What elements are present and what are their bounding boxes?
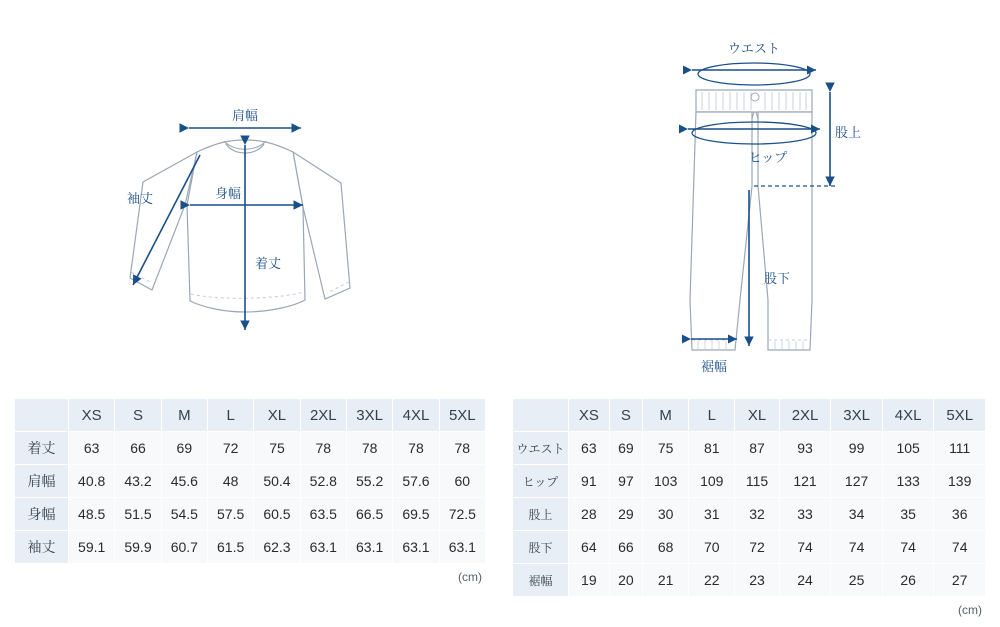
chest-width-label: 身幅 [214, 186, 242, 201]
cell: 66 [115, 432, 161, 465]
cell: 29 [609, 498, 642, 531]
cell: 64 [569, 531, 610, 564]
cell: 24 [779, 564, 831, 597]
cell: 59.9 [115, 531, 161, 564]
cell: 28 [569, 498, 610, 531]
cell: 78 [439, 432, 485, 465]
waist-label: ウエスト [727, 41, 781, 56]
cell: 69 [161, 432, 207, 465]
cell: 74 [882, 531, 934, 564]
cell: 34 [831, 498, 883, 531]
cell: 66 [609, 531, 642, 564]
cell: 63.1 [346, 531, 392, 564]
col-header-4xl: 4XL [393, 399, 439, 432]
left-table-unit: (cm) [458, 570, 482, 584]
col-header-3xl: 3XL [346, 399, 392, 432]
cell: 139 [934, 465, 986, 498]
col-header-l: L [689, 399, 735, 432]
cell: 31 [689, 498, 735, 531]
cell: 127 [831, 465, 883, 498]
cell: 74 [831, 531, 883, 564]
cell: 63.1 [300, 531, 346, 564]
cell: 111 [934, 432, 986, 465]
table-row [15, 498, 486, 531]
table-row [513, 498, 986, 531]
col-header-corner [15, 399, 69, 432]
cell: 66.5 [346, 498, 392, 531]
cell: 25 [831, 564, 883, 597]
col-header-2xl: 2XL [300, 399, 346, 432]
col-header-2xl: 2XL [779, 399, 831, 432]
col-header-xl: XL [735, 399, 779, 432]
cell: 78 [393, 432, 439, 465]
top-garment-diagram [0, 0, 500, 395]
row-header-hem: 裾幅 [513, 564, 569, 597]
cell: 62.3 [254, 531, 300, 564]
cell: 74 [779, 531, 831, 564]
col-header-m: M [161, 399, 207, 432]
cell: 36 [934, 498, 986, 531]
cell: 72 [207, 432, 253, 465]
cell: 68 [643, 531, 689, 564]
cell: 20 [609, 564, 642, 597]
row-header-waist: ウエスト [513, 432, 569, 465]
cell: 33 [779, 498, 831, 531]
cell: 55.2 [346, 465, 392, 498]
cell: 75 [643, 432, 689, 465]
row-header-rise: 股上 [513, 498, 569, 531]
cell: 63 [569, 432, 610, 465]
bottom-garment-diagram [500, 0, 1000, 395]
col-header-s: S [115, 399, 161, 432]
cell: 97 [609, 465, 642, 498]
row-header-inseam: 股下 [513, 531, 569, 564]
cell: 69.5 [393, 498, 439, 531]
cell: 121 [779, 465, 831, 498]
col-header-3xl: 3XL [831, 399, 883, 432]
cell: 27 [934, 564, 986, 597]
cell: 59.1 [69, 531, 115, 564]
cell: 93 [779, 432, 831, 465]
cell: 60.5 [254, 498, 300, 531]
col-header-5xl: 5XL [439, 399, 485, 432]
cell: 115 [735, 465, 779, 498]
col-header-s: S [609, 399, 642, 432]
bottom-size-table-wrapper [512, 398, 986, 617]
cell: 61.5 [207, 531, 253, 564]
cell: 70 [689, 531, 735, 564]
cell: 52.8 [300, 465, 346, 498]
cell: 35 [882, 498, 934, 531]
cell: 40.8 [69, 465, 115, 498]
table-row [15, 465, 486, 498]
cell: 21 [643, 564, 689, 597]
cell: 60.7 [161, 531, 207, 564]
rise-label: 股上 [834, 125, 862, 140]
row-header-shoulder: 肩幅 [15, 465, 69, 498]
hip-label: ヒップ [748, 150, 788, 165]
col-header-l: L [207, 399, 253, 432]
cell: 87 [735, 432, 779, 465]
cell: 75 [254, 432, 300, 465]
cell: 78 [300, 432, 346, 465]
top-size-table-wrapper [14, 398, 486, 584]
cell: 48.5 [69, 498, 115, 531]
cell: 91 [569, 465, 610, 498]
shoulder-width-label: 肩幅 [231, 108, 259, 123]
table-row [513, 564, 986, 597]
hem-width-label: 裾幅 [700, 359, 728, 374]
row-header-length: 着丈 [15, 432, 69, 465]
right-table-unit: (cm) [958, 603, 982, 617]
table-header-row [15, 399, 486, 432]
top-size-table [14, 398, 486, 564]
cell: 19 [569, 564, 610, 597]
cell: 48 [207, 465, 253, 498]
cell: 50.4 [254, 465, 300, 498]
table-row [513, 432, 986, 465]
cell: 81 [689, 432, 735, 465]
cell: 51.5 [115, 498, 161, 531]
cell: 105 [882, 432, 934, 465]
waist-ellipse [698, 63, 810, 85]
cell: 133 [882, 465, 934, 498]
cell: 57.6 [393, 465, 439, 498]
cell: 23 [735, 564, 779, 597]
col-header-corner [513, 399, 569, 432]
table-header-row [513, 399, 986, 432]
col-header-xs: XS [569, 399, 610, 432]
col-header-4xl: 4XL [882, 399, 934, 432]
cell: 22 [689, 564, 735, 597]
cell: 103 [643, 465, 689, 498]
table-row [513, 531, 986, 564]
cell: 63 [69, 432, 115, 465]
cell: 63.1 [393, 531, 439, 564]
cell: 60 [439, 465, 485, 498]
row-header-chest: 身幅 [15, 498, 69, 531]
cell: 74 [934, 531, 986, 564]
sleeve-length-label: 袖丈 [126, 191, 154, 206]
cell: 57.5 [207, 498, 253, 531]
cell: 30 [643, 498, 689, 531]
cell: 63.5 [300, 498, 346, 531]
row-header-sleeve: 袖丈 [15, 531, 69, 564]
col-header-xs: XS [69, 399, 115, 432]
body-length-label: 着丈 [254, 256, 282, 271]
cell: 32 [735, 498, 779, 531]
col-header-5xl: 5XL [934, 399, 986, 432]
cell: 78 [346, 432, 392, 465]
cell: 63.1 [439, 531, 485, 564]
cell: 72.5 [439, 498, 485, 531]
col-header-m: M [643, 399, 689, 432]
row-header-hip: ヒップ [513, 465, 569, 498]
col-header-xl: XL [254, 399, 300, 432]
cell: 69 [609, 432, 642, 465]
cell: 26 [882, 564, 934, 597]
table-row [15, 531, 486, 564]
cell: 109 [689, 465, 735, 498]
bottom-size-table [512, 398, 986, 597]
cell: 43.2 [115, 465, 161, 498]
cell: 45.6 [161, 465, 207, 498]
inseam-label: 股下 [763, 271, 791, 286]
table-row [513, 465, 986, 498]
cell: 72 [735, 531, 779, 564]
cell: 99 [831, 432, 883, 465]
cell: 54.5 [161, 498, 207, 531]
table-row [15, 432, 486, 465]
